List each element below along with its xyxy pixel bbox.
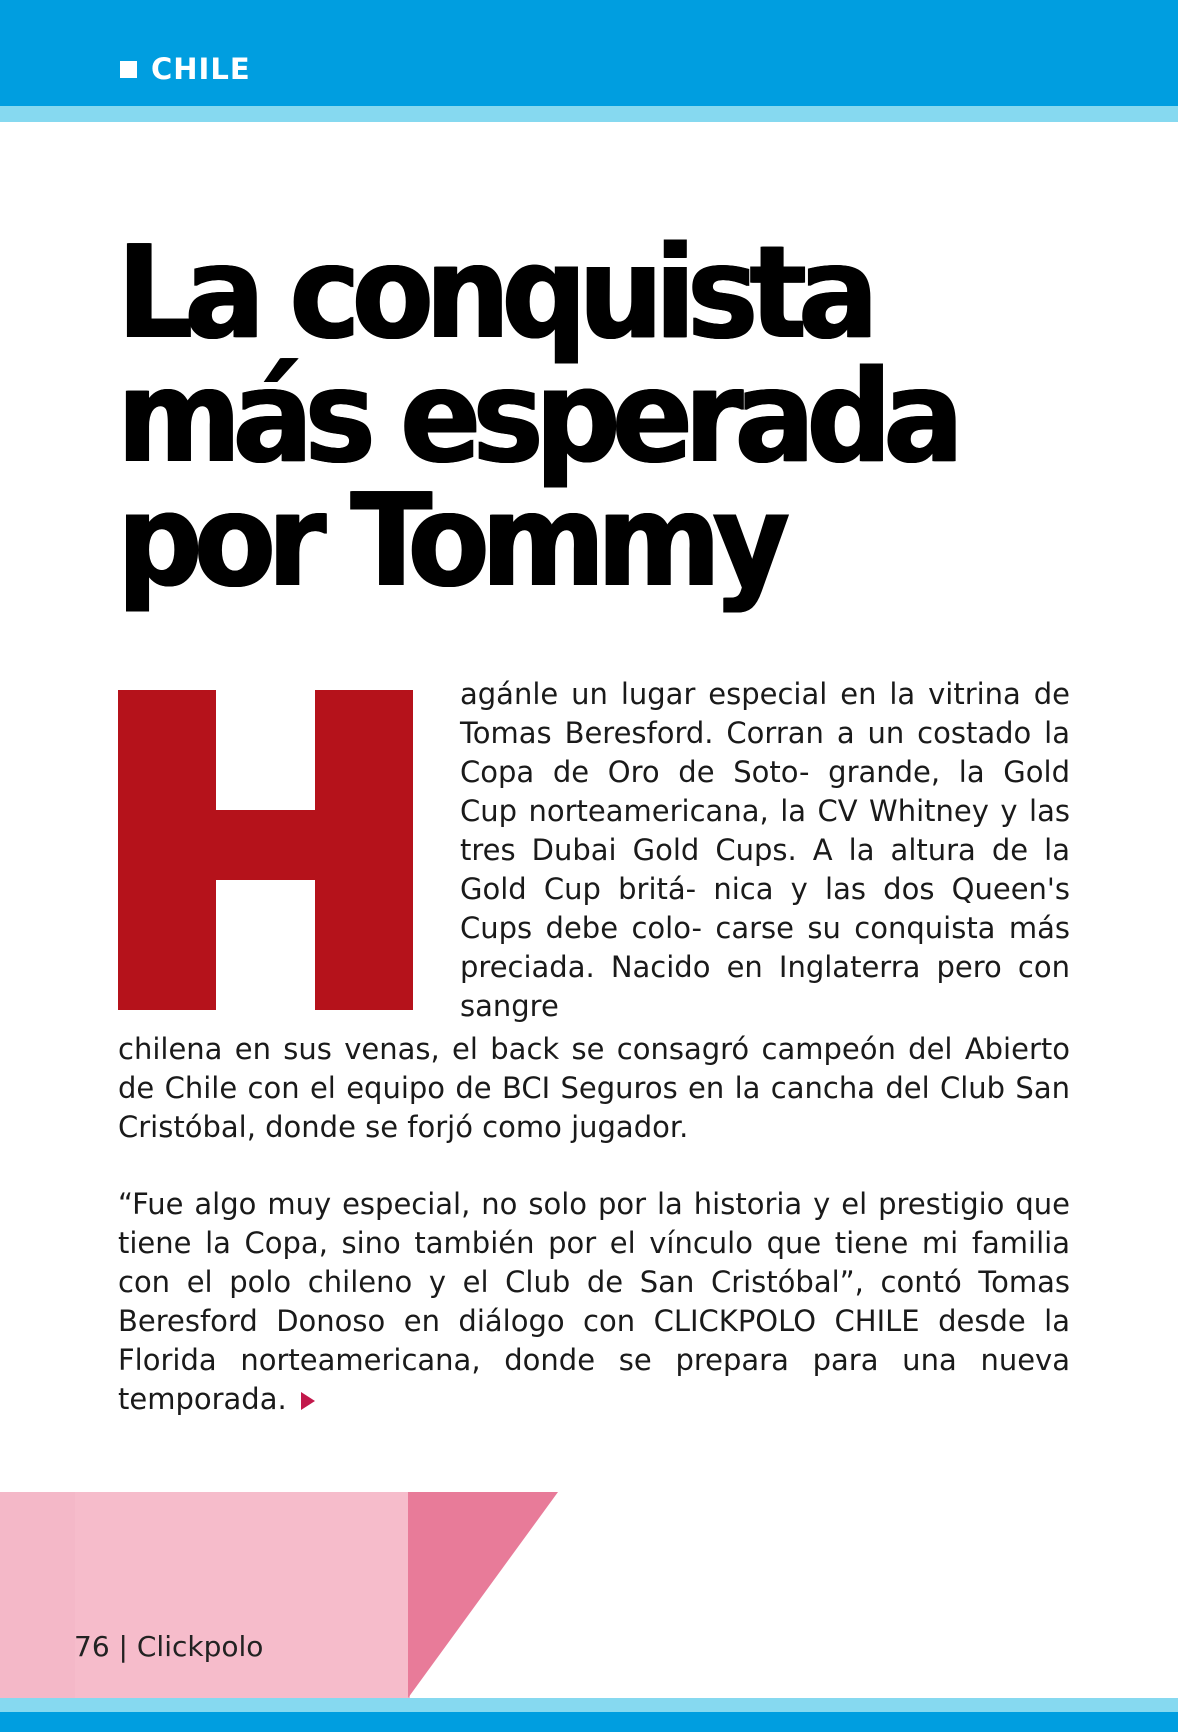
dropcap-letter [118,690,413,1010]
section-name: CHILE [151,52,251,86]
page-number: 76 | Clickpolo [74,1630,264,1663]
paragraph-1: agánle un lugar especial en la vitrina de Tomas Beresford. Corran a un costado la Copa de Oro de Soto- grande, la Gold Cup norteamericana, la CV Whitney y las tres Dubai Gold Cups. A la altura de la Gold Cup britá- nica y las dos Queen's Cups debe colo- carse su conquista más preciada. Nacido en Inglaterra pero con sangre [460,677,1071,1023]
paragraph-1-continued: chilena en sus venas, el back se consagró campeón del Abierto de Chile con el equipo de BCI Seguros en la cancha del Club San Cristóbal, donde se forjó como jugador. [118,1032,1070,1144]
end-of-article-icon [301,1392,315,1410]
headline-line-1: La conquista [116,219,870,368]
footer-bar [0,1712,1178,1732]
section-square-icon [120,61,137,78]
paragraph-1-beside-dropcap [460,675,1070,1026]
footer-stripe [0,1698,1178,1712]
footer-decoration [0,1492,560,1698]
headline-line-3: por Tommy [116,467,781,616]
headline-line-2: más esperada [116,343,955,492]
paragraph-2: “Fue algo muy especial, no solo por la historia y el prestigio que tiene la Copa, sino también por el vínculo que tiene mi familia con el polo chileno y el Club de San Cristóbal”, contó Tomas Beresford Donoso en diálogo con CLICKPOLO CHILE desde la Florida norteamericana, donde se prepara para una nueva temporada. [118,1187,1071,1416]
header-stripe [0,106,1178,122]
article-headline [116,219,1027,616]
section-label [120,52,251,86]
